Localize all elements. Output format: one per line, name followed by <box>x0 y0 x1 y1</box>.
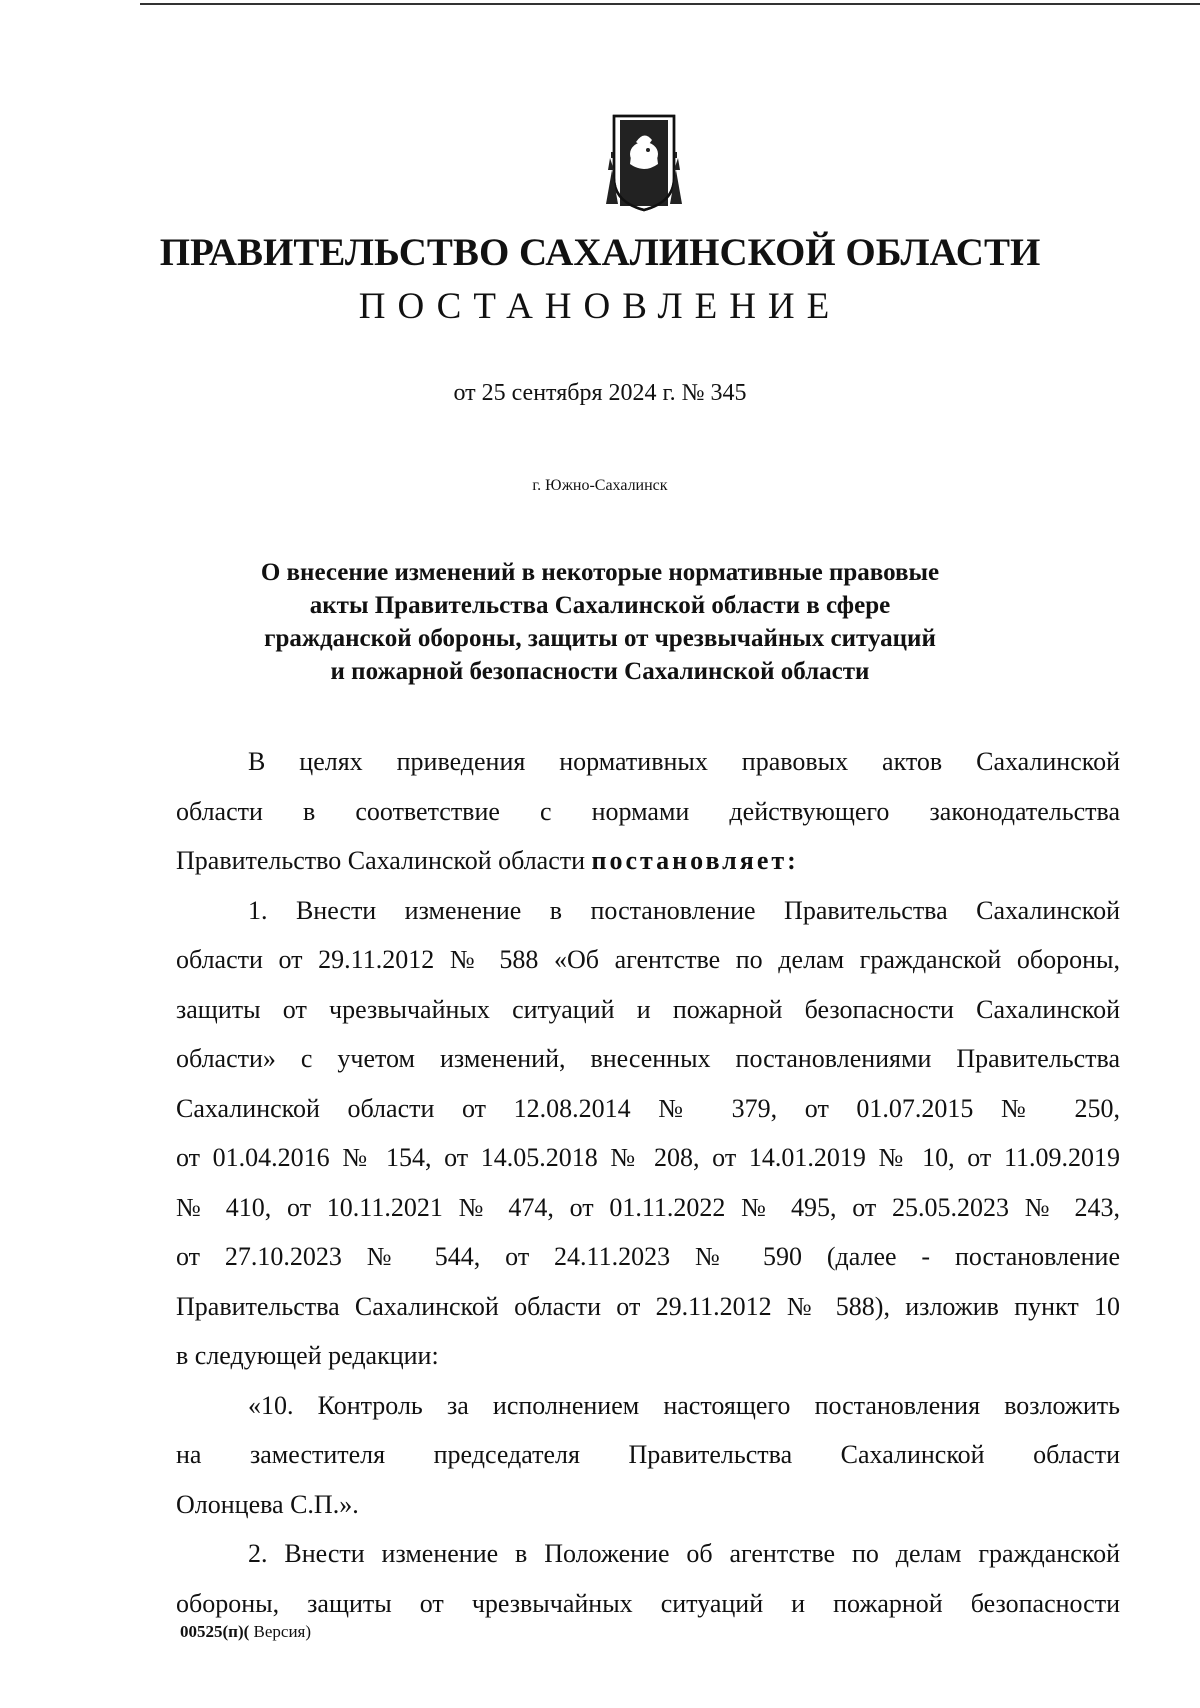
top-border-line <box>140 3 1200 5</box>
footer-version-text: Версия) <box>249 1622 312 1641</box>
subject-line: О внесение изменений в некоторые нормативные правовые <box>260 559 940 586</box>
footer-code-text: 00525(п)( <box>180 1622 250 1641</box>
subject-line: гражданской обороны, защиты от чрезвычайных ситуаций <box>264 625 936 652</box>
body-line: 2. Внести изменение в Положение об агентстве по делам гражданской <box>248 1539 1120 1568</box>
item-2-paragraph <box>176 1529 1120 1628</box>
document-body <box>176 737 1120 1628</box>
body-line: обороны, защиты от чрезвычайных ситуаций и пожарной безопасности <box>176 1588 1120 1618</box>
body-line <box>176 836 1120 886</box>
body-line: Сахалинской области от 12.08.2014 № 379, от 01.07.2015 № 250, <box>176 1093 1120 1123</box>
body-line: на заместителя председателя Правительства Сахалинской области <box>176 1440 1120 1469</box>
body-line: в следующей редакции: <box>176 1341 439 1370</box>
body-line: области в соответствие с нормами действующего законодательства <box>176 796 1120 826</box>
subject-line: акты Правительства Сахалинской области в сфере <box>309 592 891 619</box>
item-1-paragraph <box>176 886 1120 1381</box>
body-line: от 27.10.2023 № 544, от 24.11.2023 № 590 (далее - постановление <box>176 1242 1120 1271</box>
body-line: Правительства Сахалинской области от 29.11.2012 № 588), изложив пункт 10 <box>176 1291 1120 1321</box>
body-line: от 01.04.2016 № 154, от 14.05.2018 № 208, от 14.01.2019 № 10, от 11.09.2019 <box>176 1143 1120 1172</box>
government-title: ПРАВИТЕЛЬСТВО САХАЛИНСКОЙ ОБЛАСТИ <box>159 231 1041 274</box>
body-line: «10. Контроль за исполнением настоящего постановления возложить <box>248 1390 1120 1420</box>
body-line: В целях приведения нормативных правовых актов Сахалинской <box>248 747 1120 776</box>
body-line: № 410, от 10.11.2021 № 474, от 01.11.2022 № 495, от 25.05.2023 № 243, <box>176 1192 1120 1222</box>
body-line: области от 29.11.2012 № 588 «Об агентстве по делам гражданской обороны, <box>176 945 1120 974</box>
body-line: области» с учетом изменений, внесенных постановлениями Правительства <box>176 1044 1120 1073</box>
subject-line: и пожарной безопасности Сахалинской области <box>330 658 870 685</box>
decree-word: постановляет: <box>591 846 799 875</box>
decree-date-number: от 25 сентября 2024 г. № 345 <box>453 380 747 406</box>
preamble-paragraph <box>176 737 1120 886</box>
city-name: г. Южно-Сахалинск <box>532 477 668 494</box>
footer-form-code <box>180 1620 311 1644</box>
decree-subject <box>200 556 1000 688</box>
sakhalin-coat-of-arms-icon <box>598 112 690 212</box>
quoted-item-10 <box>176 1381 1120 1530</box>
document-type: ПОСТАНОВЛЕНИЕ <box>358 286 842 327</box>
preamble-prefix: Правительство Сахалинской области <box>176 846 592 875</box>
body-line: защиты от чрезвычайных ситуаций и пожарной безопасности Сахалинской <box>176 994 1120 1024</box>
body-line: 1. Внести изменение в постановление Правительства Сахалинской <box>248 895 1120 925</box>
body-line: Олонцева С.П.». <box>176 1489 359 1519</box>
